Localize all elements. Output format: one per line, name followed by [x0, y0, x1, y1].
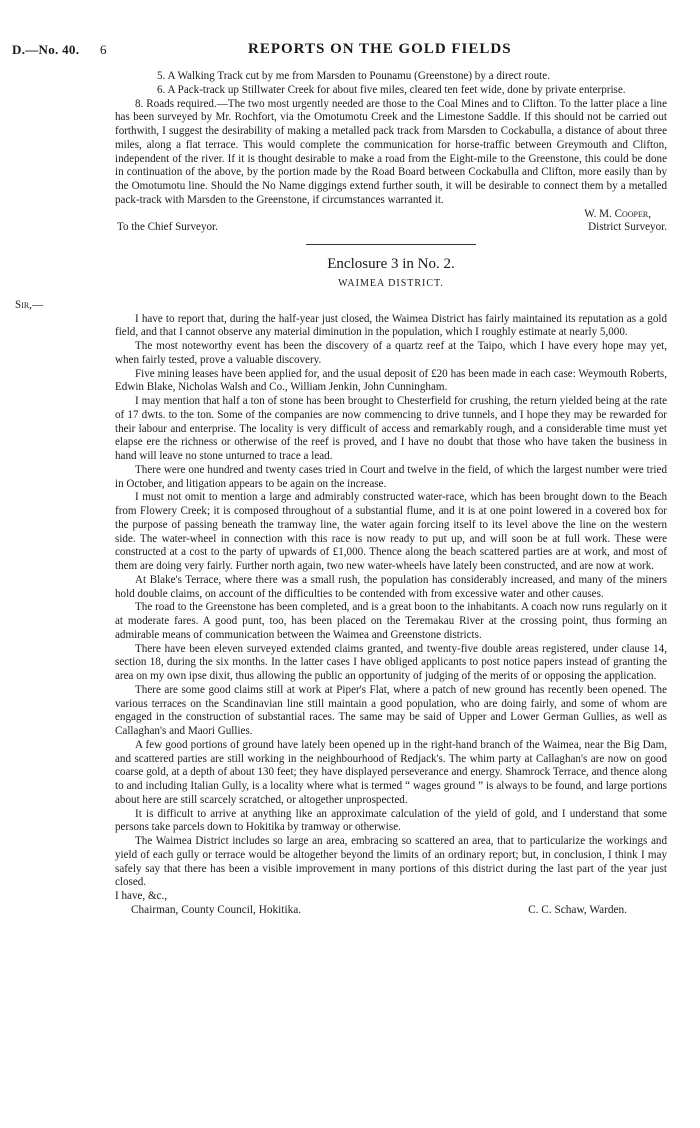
report-body	[15, 70, 667, 918]
paragraph: I must not omit to mention a large and admirably constructed water-race, which has been brought down to the Beach from Flowery Creek; it is composed throughout of a substantial flume, and it is at one point lowered in a covered box for the purpose of passing beneath the tramway line, the water again forcing itself to its level above the line on the western side. The water-wheel in connection with this race is now ready to put up, and will soon be at full work. These were constructed at a cost to the party of upwards of £1,000. Thence along the beach scattered parties are at work, and most of them are doing very fairly. Further north again, two new water-wheels have lately been constructed, and are now at work.	[115, 491, 667, 572]
running-title: REPORTS ON THE GOLD FIELDS	[248, 41, 512, 57]
paragraph: It is difficult to arrive at anything like an approximate calculation of the yield of gold, and I understand that some persons take parcels down to Hokitika by tramway or otherwise.	[115, 807, 667, 834]
paragraph: There are some good claims still at work at Piper's Flat, where a patch of new ground has recently been opened. The various terraces on the Scandinavian line still maintain a good population, who are doing fairly, and some of whom are engaged in the construction of substantial races. The same may be said of Upper and Lower German Gullies, as well as Callaghan's and Maori Gullies.	[115, 683, 667, 737]
salutation: Sir,—	[15, 298, 44, 311]
signature-name-2: C. C. Schaw, Warden.	[528, 903, 627, 916]
paragraph: I have to report that, during the half-year just closed, the Waimea District has fairly maintained its reputation as a gold field, and that I cannot observe any material diminution in the population, which I roughly estimate at nearly 5,000.	[115, 312, 667, 339]
signature-name-1: W. M. Cooper,	[584, 207, 651, 220]
addressee-1: To the Chief Surveyor.	[117, 221, 218, 234]
roads-required-paragraph: 8. Roads required.—The two most urgently needed are those to the Coal Mines and to Clifton. To the latter place a line has been surveyed by Mr. Rochfort, via the Omotumotu Creek and the Limestone Saddle. If this should not be carried out forthwith, I suggest the desirability of making a metalled pack track from Marsden to Cockabulla, a distance of about three miles, along a flat terrace. This would complete the communication for horse-traffic between Greymouth and Clifton, independent of the river. If it is thought desirable to make a road from the Eight-mile to the Greenstone, this could be done in continuation of the above, by the portion made by the Road Board between Cockabulla and Clifton, more easily than by the Omotumotu line. Should the No Name diggings extend further south, it will be desirable to connect them by a metalled pack-track with Marsden to the Greenstone, if circumstances warranted it.	[115, 97, 667, 206]
signature-title-1: District Surveyor.	[588, 221, 667, 234]
paragraph: The road to the Greenstone has been completed, and is a great boon to the inhabitants. A coach now runs regularly on it at moderate fares. A good punt, too, has been placed on the Teremakau River at the crossing point, thus forming an admirable means of communication between the Waimea and Greenstone districts.	[115, 601, 667, 641]
paragraph: There were one hundred and twenty cases tried in Court and twelve in the field, of which the largest number were tried in October, and litigation appears to be again on the increase.	[115, 463, 667, 490]
section-divider	[306, 244, 476, 245]
paragraph: I may mention that half a ton of stone has been brought to Chesterfield for crushing, the return yielded being at the rate of 17 dwts. to the ton. Some of the companies are now commencing to drive tunnels, and I hope they may be rewarded for their labour and enterprise. The locality is very difficult of access and remarkably rough, and a considerable time must yet elapse ere the richness or otherwise of the reef is proved, and I have no doubt that those who have taken the business in hand will leave no stone unturned to trace a lead.	[115, 395, 667, 462]
list-item-pack-track: 6. A Pack-track up Stillwater Creek for about five miles, cleared ten feet wide, done by private enterprise.	[157, 83, 626, 96]
paragraph: A few good portions of ground have lately been opened up in the right-hand branch of the Waimea, near the Big Dam, and scattered parties are still working in the neighbourhood of Redjack's. The whim party at Callaghan's are now on good coarse gold, at a depth of about 130 feet; they have displayed perseverance and energy. Shamrock Terrace, and thence along to and including Italian Gully, is a locality where what is termed “ wages ground ” is always to be found, and large portions about here are still scarcely scratched, or altogether unprospected.	[115, 738, 667, 806]
paragraph: The Waimea District includes so large an area, embracing so scattered an area, that to particularize the workings and yield of each gully or terrace would be altogether beyond the limits of an ordinary report; but, in conclusion, I think I may safely say that there has been a visible improvement in many portions of this district during the last part of the year just closed.	[115, 835, 667, 889]
signature-block-2	[115, 904, 667, 918]
list-item-walking-track: 5. A Walking Track cut by me from Marsden to Pounamu (Greenstone) by a direct route.	[157, 70, 550, 82]
enclosure-title: Enclosure 3 in No. 2.	[327, 256, 455, 272]
page-number: 6	[100, 42, 107, 57]
document-number: D.—No. 40.	[12, 42, 80, 57]
paragraph: At Blake's Terrace, where there was a small rush, the population has considerably increased, and many of the miners hold double claims, on account of the difficulties to be contended with from excessive water and other causes.	[115, 573, 667, 600]
addressee-2: Chairman, County Council, Hokitika.	[131, 903, 302, 916]
signature-block-1	[115, 221, 667, 235]
paragraph: Five mining leases have been applied for, and the usual deposit of £20 has been made in each case: Weymouth Roberts, Edwin Blake, Nicholas Walsh and Co., William Jenkin, John Cunningham.	[115, 367, 667, 394]
paragraph: The most noteworthy event has been the discovery of a quartz reef at the Taipo, which I have every hope may yet, when fairly tested, prove a valuable discovery.	[115, 340, 667, 366]
district-heading: WAIMEA DISTRICT.	[338, 278, 444, 289]
closing-line: I have, &c.,	[115, 890, 168, 902]
page-header	[0, 42, 700, 62]
paragraph: There have been eleven surveyed extended claims granted, and twenty-five double areas registered, under clause 14, section 18, during the six months. In the latter cases I have obliged applicants to post notice papers instead of granting the area on my own ipse dixit, thus allowing the public an opportunity of judging of the merits of or opposing the application.	[115, 642, 667, 682]
